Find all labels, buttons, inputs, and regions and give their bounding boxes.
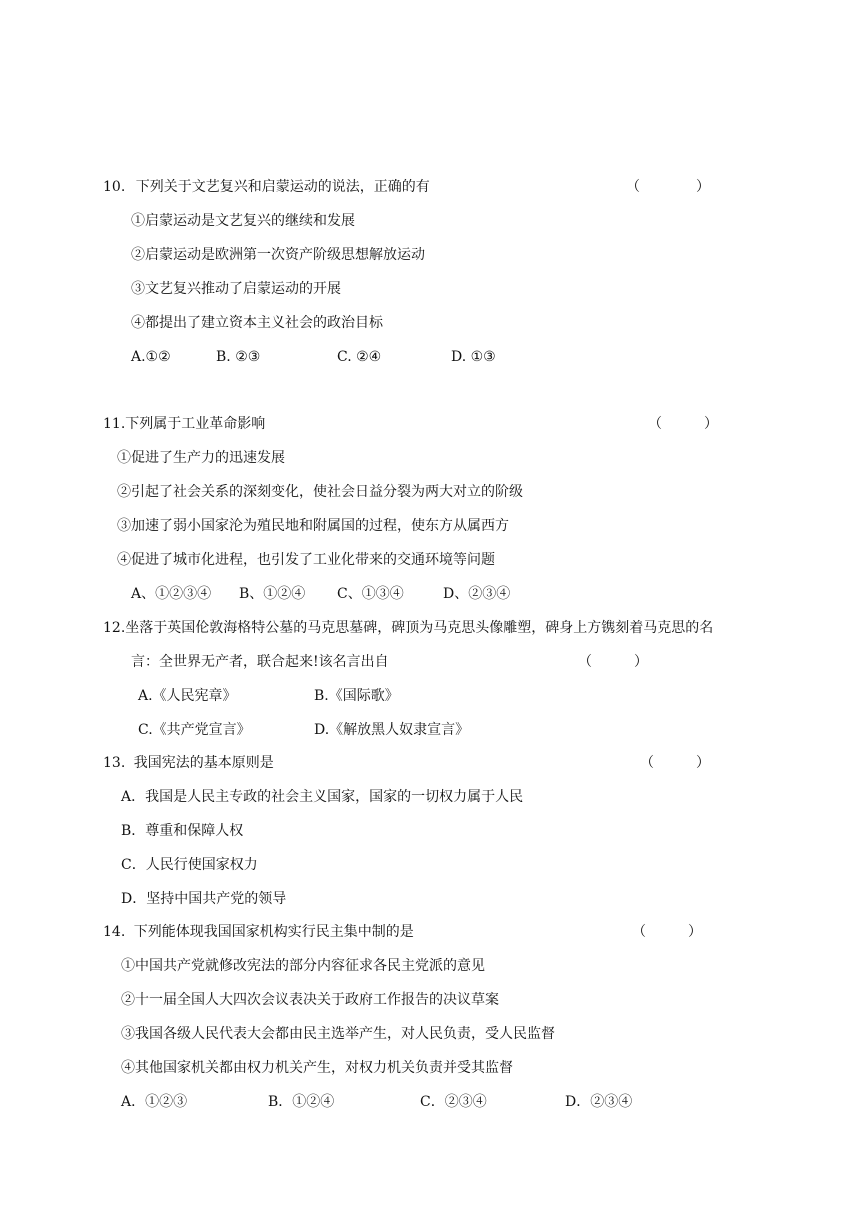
q11-option-d: D、②③④ <box>443 586 511 602</box>
q10-item-3: ③文艺复兴推动了启蒙运动的开展 <box>131 281 341 297</box>
q14-item-1: ①中国共产党就修改宪法的部分内容征求各民主党派的意见 <box>121 958 485 974</box>
q11-answer-paren: （ ） <box>648 416 718 432</box>
q12-option-c: C.《共产党宣言》 <box>138 722 251 738</box>
q13-option-d: D．坚持中国共产党的领导 <box>121 891 287 907</box>
q13-option-a: A．我国是人民主专政的社会主义国家，国家的一切权力属于人民 <box>121 789 524 805</box>
q14-item-3: ③我国各级人民代表大会都由民主选举产生，对人民负责，受人民监督 <box>121 1026 555 1042</box>
q14-item-2: ②十一届全国人大四次会议表决关于政府工作报告的决议草案 <box>121 992 499 1008</box>
q11-option-b: B、①②④ <box>239 586 306 602</box>
q12-number: 12. <box>103 620 126 636</box>
q12-stem: 坐落于英国伦敦海格特公墓的马克思墓碑，碑顶为马克思头像雕塑，碑身上方镌刻着马克思的名 <box>125 620 714 636</box>
q13-number: 13. <box>103 755 126 771</box>
q11-item-1: ①促进了生产力的迅速发展 <box>117 450 285 466</box>
q11-option-a: A、①②③④ <box>131 586 212 602</box>
q14-option-b: B．①②④ <box>268 1094 335 1110</box>
q13-option-b: B．尊重和保障人权 <box>121 823 244 839</box>
q10-option-a: A.①② <box>131 349 171 365</box>
q14-number: 14. <box>103 924 126 940</box>
q14-option-c: C．②③④ <box>420 1094 487 1110</box>
q12-option-d: D.《解放黑人奴隶宣言》 <box>314 722 470 738</box>
q14-stem: 下列能体现我国国家机构实行民主集中制的是 <box>133 924 414 940</box>
q10-answer-paren: （ ） <box>626 179 710 195</box>
q12-answer-paren: （ ） <box>578 654 648 670</box>
q14-option-d: D．②③④ <box>565 1094 633 1110</box>
q12-option-b: B.《国际歌》 <box>314 688 399 704</box>
q10-option-d: D. ①③ <box>451 349 496 365</box>
q10-item-1: ①启蒙运动是文艺复兴的继续和发展 <box>131 213 355 229</box>
q12-stem-continued: 言：全世界无产者，联合起来!该名言出自 <box>131 654 389 670</box>
q12-option-a: A.《人民宪章》 <box>138 688 237 704</box>
q10-option-c: C. ②④ <box>337 349 382 365</box>
q10-stem-line <box>103 178 430 196</box>
q10-option-b: B. ②③ <box>216 349 261 365</box>
q10-item-2: ②启蒙运动是欧洲第一次资产阶级思想解放运动 <box>131 247 425 263</box>
q14-option-a: A．①②③ <box>121 1094 188 1110</box>
q11-number: 11. <box>103 416 126 432</box>
q11-stem: 下列属于工业革命影响 <box>125 416 266 432</box>
q11-stem-line <box>103 415 265 433</box>
q14-answer-paren: （ ） <box>632 924 702 940</box>
q12-stem-line <box>103 619 713 637</box>
q14-stem-line <box>103 923 414 941</box>
q13-answer-paren: （ ） <box>640 755 710 771</box>
q11-item-4: ④促进了城市化进程，也引发了工业化带来的交通环境等问题 <box>117 552 495 568</box>
q10-number: 10. <box>103 179 126 195</box>
q13-stem-line <box>103 754 274 772</box>
q13-option-c: C．人民行使国家权力 <box>121 857 258 873</box>
q14-item-4: ④其他国家机关都由权力机关产生，对权力机关负责并受其监督 <box>121 1060 513 1076</box>
q11-item-2: ②引起了社会关系的深刻变化，使社会日益分裂为两大对立的阶级 <box>117 484 523 500</box>
q10-item-4: ④都提出了建立资本主义社会的政治目标 <box>131 315 383 331</box>
q13-stem: 我国宪法的基本原则是 <box>133 755 274 771</box>
q10-stem: 下列关于文艺复兴和启蒙运动的说法，正确的有 <box>135 179 430 195</box>
q11-option-c: C、①③④ <box>337 586 404 602</box>
q11-item-3: ③加速了弱小国家沦为殖民地和附属国的过程，使东方从属西方 <box>117 518 509 534</box>
